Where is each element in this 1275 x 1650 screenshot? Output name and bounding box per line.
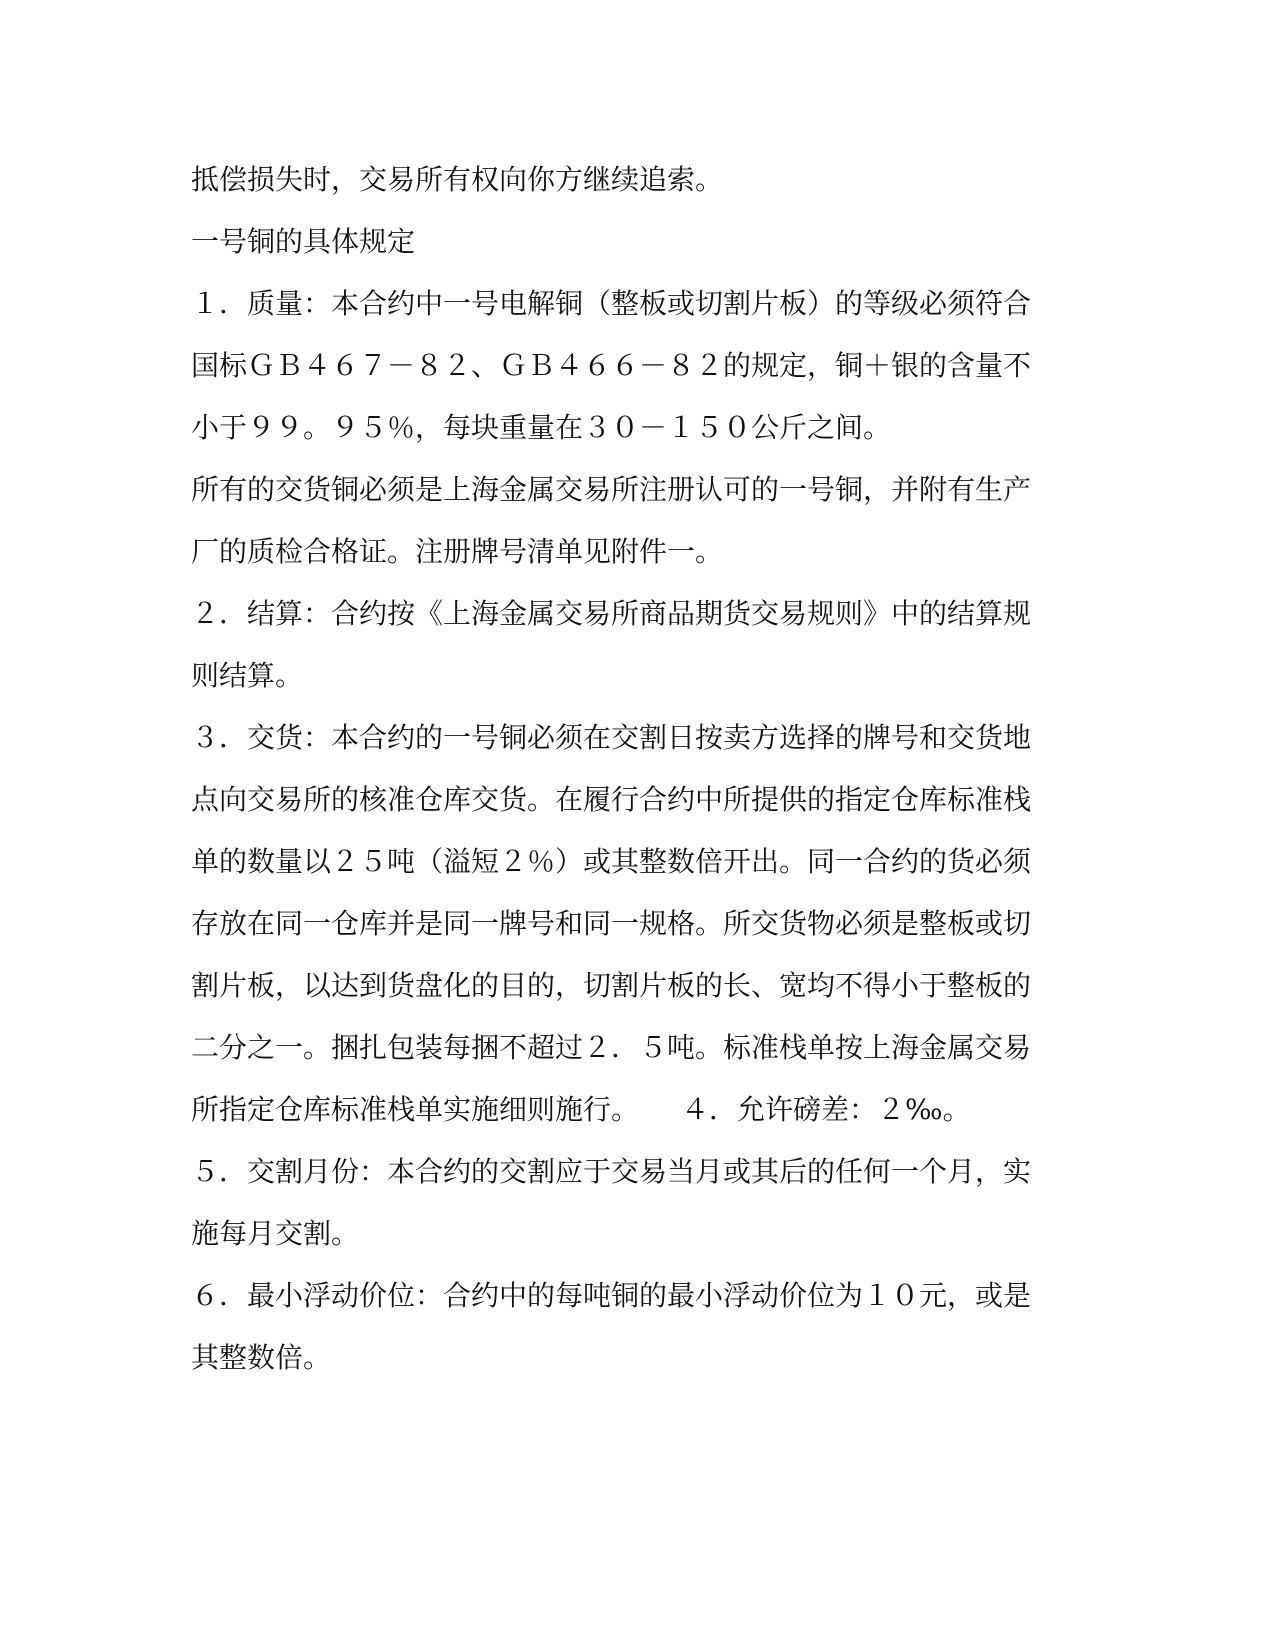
text-line: 小于９９。９５％，每块重量在３０－１５０公斤之间。 [191,411,892,444]
text-line: 则结算。 [191,659,304,692]
text-line: ２．结算：合约按《上海金属交易所商品期货交易规则》中的结算规 [191,597,1032,630]
text-line: ３．交货：本合约的一号铜必须在交割日按卖方选择的牌号和交货地 [191,721,1032,754]
text-line: 割片板，以达到货盘化的目的，切割片板的长、宽均不得小于整板的 [191,969,1032,1002]
text-line: ５．交割月份：本合约的交割应于交易当月或其后的任何一个月，实 [191,1155,1032,1188]
text-line: 厂的质检合格证。注册牌号清单见附件一。 [191,535,724,568]
text-line: 抵偿损失时，交易所有权向你方继续追索。 [191,163,724,196]
text-line: 存放在同一仓库并是同一牌号和同一规格。所交货物必须是整板或切 [191,907,1032,940]
text-line: ６．最小浮动价位：合约中的每吨铜的最小浮动价位为１０元，或是 [191,1279,1032,1312]
text-line: 所有的交货铜必须是上海金属交易所注册认可的一号铜，并附有生产 [191,473,1032,506]
text-line: 国标ＧＢ４６７－８２、ＧＢ４６６－８２的规定，铜＋银的含量不 [191,349,1032,382]
section-heading: 一号铜的具体规定 [191,225,416,258]
text-line: １．质量：本合约中一号电解铜（整板或切割片板）的等级必须符合 [191,287,1032,320]
text-line: 点向交易所的核准仓库交货。在履行合约中所提供的指定仓库标准栈 [191,783,1032,816]
text-line: 其整数倍。 [191,1341,332,1374]
text-line: 施每月交割。 [191,1217,360,1250]
text-line: 单的数量以２５吨（溢短２％）或其整数倍开出。同一合约的货必须 [191,845,1032,878]
text-line: 二分之一。捆扎包装每捆不超过２．５吨。标准栈单按上海金属交易 [191,1031,1032,1064]
text-line: 所指定仓库标准栈单实施细则施行。 ４．允许磅差：２‰。 [191,1093,971,1126]
